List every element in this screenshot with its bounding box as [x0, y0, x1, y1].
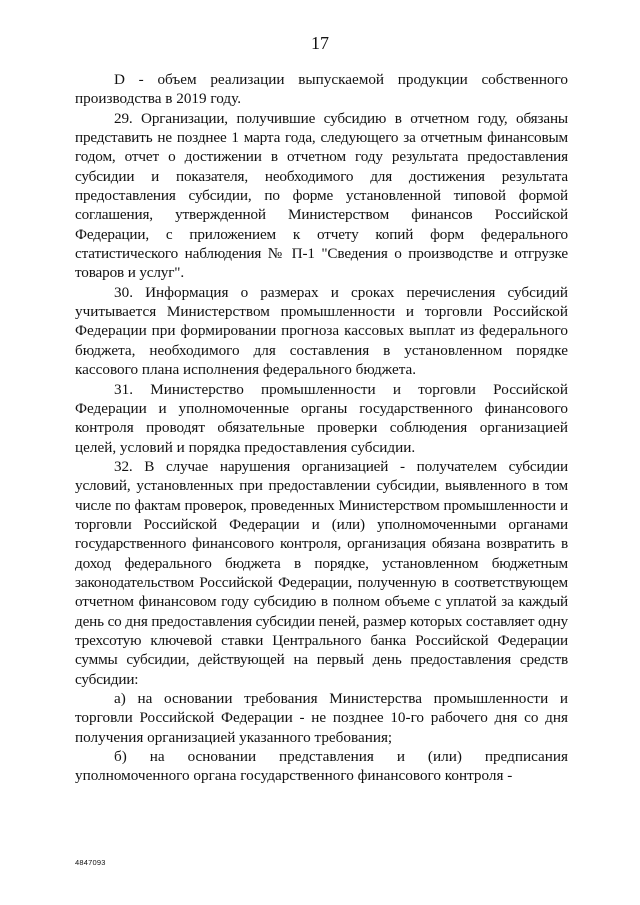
- paragraph-30: 30. Информация о размерах и сроках перечисления субсидий учитывается Министерством промышленности и торговли Российской Федерации при формировании прогноза кассовых выплат из федерального бюджета, необходимого для составления в установленном порядке кассового плана исполнения федерального бюджета.: [75, 283, 568, 379]
- document-code: 4847093: [75, 858, 106, 867]
- page-number: 17: [311, 33, 329, 53]
- paragraph-d-definition: D - объем реализации выпускаемой продукции собственного производства в 2019 году.: [75, 71, 568, 108]
- paragraph-32: 32. В случае нарушения организацией - получателем субсидии условий, установленных при предоставлении субсидии, выявленного в том числе по фактам проверок, проведенных Министерством промышленности и торговли Российской Федерации и (или) уполномоченными органами государственного финансового контроля, организация обязана возвратить в доход федерального бюджета в порядке, установленном бюджетным законодательством Российской Федерации, полученную в соответствующем отчетном финансовом году субсидию в полном объеме с уплатой за каждый день со дня предоставления субсидии пеней, размер которых составляет одну трехсотую ключевой ставки Центрального банка Российской Федерации суммы субсидии, действующей на первый день предоставления средств субсидии:: [75, 457, 568, 688]
- paragraph-31: 31. Министерство промышленности и торговли Российской Федерации и уполномоченные органы государственного финансового контроля проводят обязательные проверки соблюдения организацией целей, условий и порядка предоставления субсидии.: [75, 380, 568, 456]
- paragraph-32-b: б) на основании представления и (или) предписания уполномоченного органа государственного финансового контроля -: [75, 748, 568, 785]
- document-body: [75, 70, 568, 786]
- paragraph-32-a: а) на основании требования Министерства промышленности и торговли Российской Федерации - не позднее 10-го рабочего дня со дня получения организацией указанного требования;: [75, 690, 568, 746]
- paragraph-29: 29. Организации, получившие субсидию в отчетном году, обязаны представить не позднее 1 марта года, следующего за отчетным финансовым годом, отчет о достижении в отчетном году результата предоставления субсидии и показателя, необходимого для достижения результата предоставления субсидии, по форме установленной типовой формой соглашения, утвержденной Министерством финансов Российской Федерации, с приложением к отчету копий форм федерального статистического наблюдения № П-1 "Сведения о производстве и отгрузке товаров и услуг".: [75, 109, 568, 282]
